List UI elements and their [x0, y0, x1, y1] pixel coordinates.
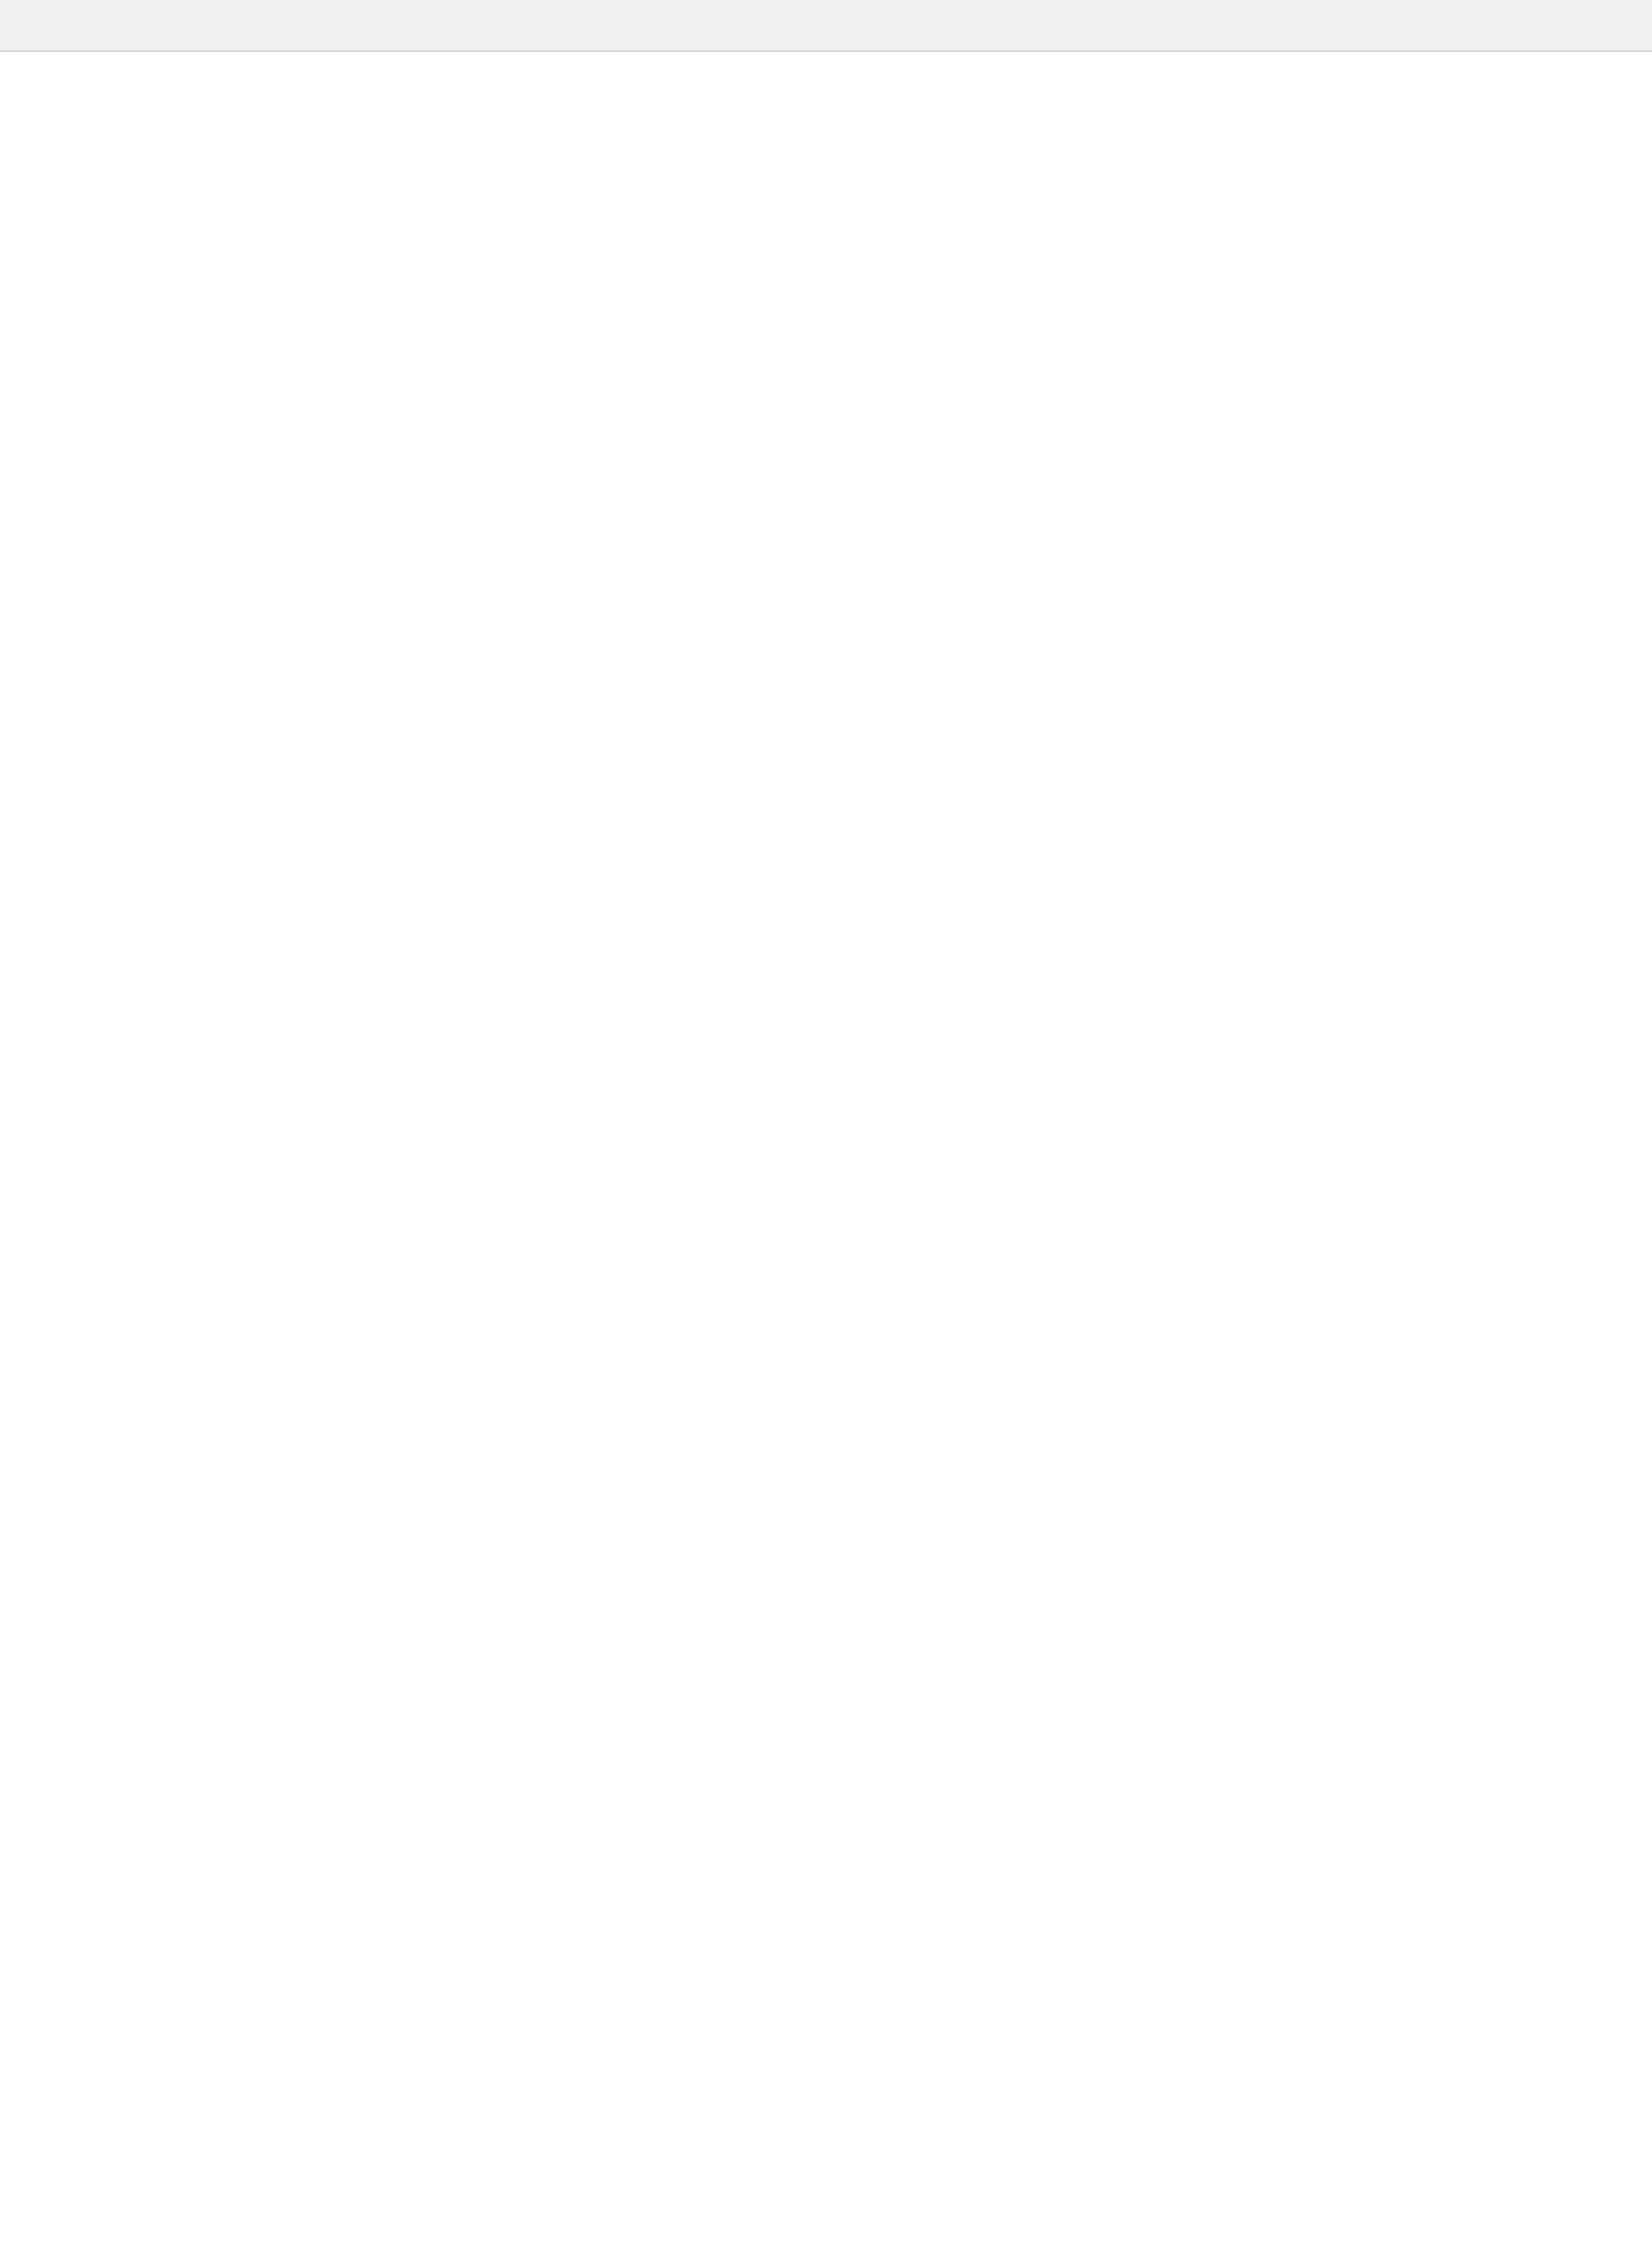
- title-bar: [0, 0, 1652, 52]
- main-content: [0, 52, 1652, 2268]
